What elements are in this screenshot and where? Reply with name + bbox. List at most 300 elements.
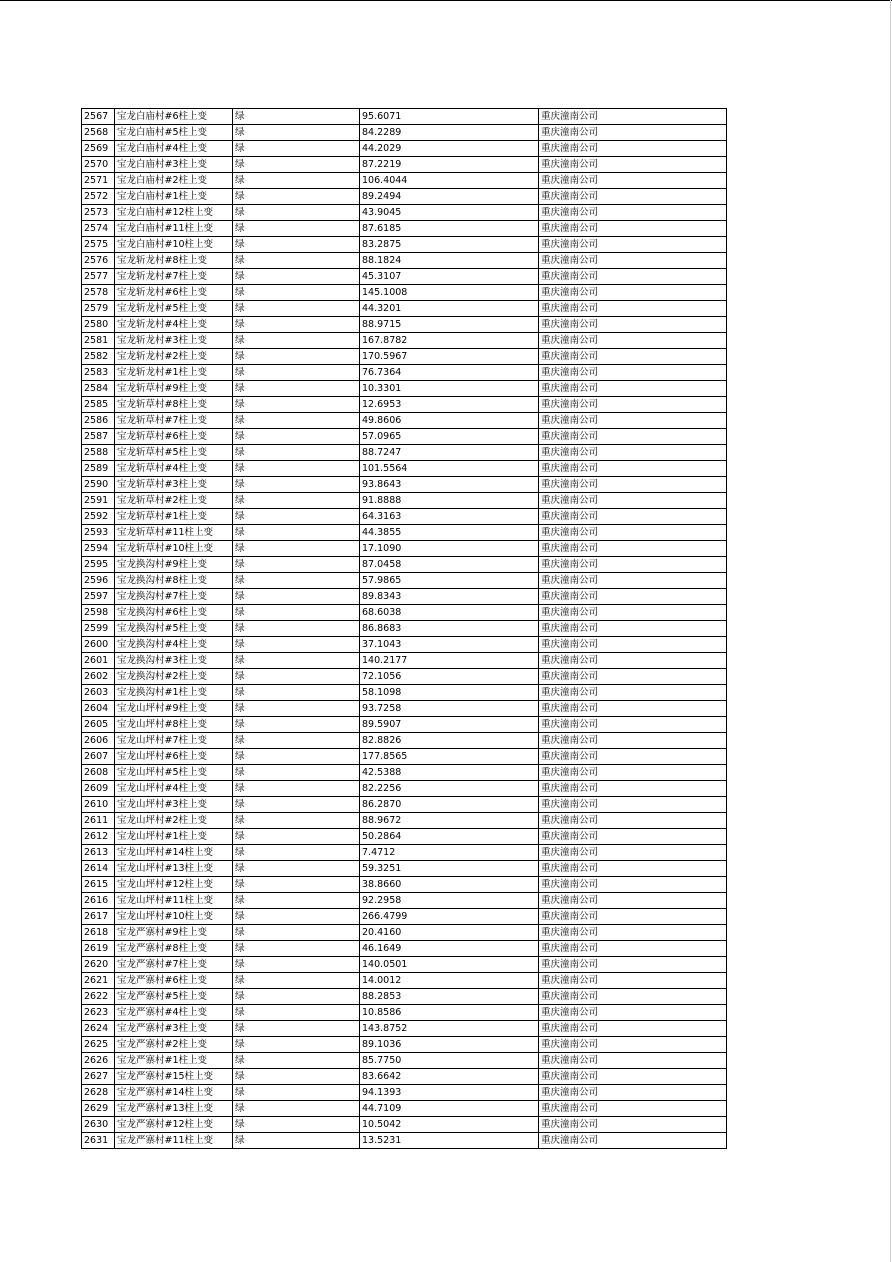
row-id-cell: 2619 xyxy=(82,941,115,957)
transformer-name-cell: 宝龙斩龙村#1柱上变 xyxy=(115,365,233,381)
value-cell: 10.8586 xyxy=(360,1005,539,1021)
value-cell: 85.7750 xyxy=(360,1053,539,1069)
company-cell: 重庆潼南公司 xyxy=(539,1101,727,1117)
value-cell: 106.4044 xyxy=(360,173,539,189)
table-row xyxy=(82,317,727,333)
value-cell: 14.0012 xyxy=(360,973,539,989)
status-color-cell: 绿 xyxy=(233,605,360,621)
value-cell: 87.6185 xyxy=(360,221,539,237)
value-cell: 88.7247 xyxy=(360,445,539,461)
transformer-name-cell: 宝龙换沟村#5柱上变 xyxy=(115,621,233,637)
table-row xyxy=(82,237,727,253)
row-id-cell: 2628 xyxy=(82,1085,115,1101)
transformer-name-cell: 宝龙斩龙村#8柱上变 xyxy=(115,253,233,269)
row-id-cell: 2574 xyxy=(82,221,115,237)
transformer-name-cell: 宝龙斩龙村#6柱上变 xyxy=(115,285,233,301)
row-id-cell: 2591 xyxy=(82,493,115,509)
transformer-name-cell: 宝龙山坪村#1柱上变 xyxy=(115,829,233,845)
value-cell: 59.3251 xyxy=(360,861,539,877)
company-cell: 重庆潼南公司 xyxy=(539,493,727,509)
value-cell: 88.9715 xyxy=(360,317,539,333)
row-id-cell: 2597 xyxy=(82,589,115,605)
company-cell: 重庆潼南公司 xyxy=(539,333,727,349)
status-color-cell: 绿 xyxy=(233,845,360,861)
company-cell: 重庆潼南公司 xyxy=(539,1085,727,1101)
company-cell: 重庆潼南公司 xyxy=(539,109,727,125)
table-row xyxy=(82,109,727,125)
table-row xyxy=(82,493,727,509)
company-cell: 重庆潼南公司 xyxy=(539,477,727,493)
value-cell: 92.2958 xyxy=(360,893,539,909)
transformer-name-cell: 宝龙斩龙村#5柱上变 xyxy=(115,301,233,317)
value-cell: 91.8888 xyxy=(360,493,539,509)
value-cell: 13.5231 xyxy=(360,1133,539,1149)
value-cell: 44.2029 xyxy=(360,141,539,157)
company-cell: 重庆潼南公司 xyxy=(539,973,727,989)
row-id-cell: 2570 xyxy=(82,157,115,173)
row-id-cell: 2612 xyxy=(82,829,115,845)
company-cell: 重庆潼南公司 xyxy=(539,989,727,1005)
row-id-cell: 2607 xyxy=(82,749,115,765)
value-cell: 140.0501 xyxy=(360,957,539,973)
status-color-cell: 绿 xyxy=(233,957,360,973)
transformer-name-cell: 宝龙斩草村#1柱上变 xyxy=(115,509,233,525)
transformer-name-cell: 宝龙换沟村#4柱上变 xyxy=(115,637,233,653)
table-row xyxy=(82,1069,727,1085)
status-color-cell: 绿 xyxy=(233,637,360,653)
table-row xyxy=(82,1005,727,1021)
row-id-cell: 2602 xyxy=(82,669,115,685)
value-cell: 140.2177 xyxy=(360,653,539,669)
value-cell: 266.4799 xyxy=(360,909,539,925)
table-row xyxy=(82,365,727,381)
value-cell: 89.8343 xyxy=(360,589,539,605)
value-cell: 83.6642 xyxy=(360,1069,539,1085)
company-cell: 重庆潼南公司 xyxy=(539,621,727,637)
transformer-name-cell: 宝龙白庙村#3柱上变 xyxy=(115,157,233,173)
transformer-name-cell: 宝龙山坪村#14柱上变 xyxy=(115,845,233,861)
company-cell: 重庆潼南公司 xyxy=(539,1117,727,1133)
table-row xyxy=(82,477,727,493)
value-cell: 143.8752 xyxy=(360,1021,539,1037)
company-cell: 重庆潼南公司 xyxy=(539,381,727,397)
transformer-name-cell: 宝龙严寨村#2柱上变 xyxy=(115,1037,233,1053)
company-cell: 重庆潼南公司 xyxy=(539,1005,727,1021)
table-row xyxy=(82,813,727,829)
table-row xyxy=(82,653,727,669)
value-cell: 76.7364 xyxy=(360,365,539,381)
status-color-cell: 绿 xyxy=(233,749,360,765)
row-id-cell: 2606 xyxy=(82,733,115,749)
value-cell: 82.2256 xyxy=(360,781,539,797)
status-color-cell: 绿 xyxy=(233,173,360,189)
status-color-cell: 绿 xyxy=(233,733,360,749)
row-id-cell: 2610 xyxy=(82,797,115,813)
company-cell: 重庆潼南公司 xyxy=(539,893,727,909)
status-color-cell: 绿 xyxy=(233,1085,360,1101)
status-color-cell: 绿 xyxy=(233,141,360,157)
status-color-cell: 绿 xyxy=(233,909,360,925)
table-row xyxy=(82,413,727,429)
row-id-cell: 2601 xyxy=(82,653,115,669)
company-cell: 重庆潼南公司 xyxy=(539,285,727,301)
status-color-cell: 绿 xyxy=(233,413,360,429)
company-cell: 重庆潼南公司 xyxy=(539,589,727,605)
transformer-name-cell: 宝龙山坪村#11柱上变 xyxy=(115,893,233,909)
table-row xyxy=(82,189,727,205)
status-color-cell: 绿 xyxy=(233,541,360,557)
table-row xyxy=(82,1101,727,1117)
row-id-cell: 2568 xyxy=(82,125,115,141)
table-row xyxy=(82,253,727,269)
status-color-cell: 绿 xyxy=(233,925,360,941)
value-cell: 82.8826 xyxy=(360,733,539,749)
table-row xyxy=(82,301,727,317)
transformer-name-cell: 宝龙严寨村#13柱上变 xyxy=(115,1101,233,1117)
status-color-cell: 绿 xyxy=(233,1133,360,1149)
transformer-name-cell: 宝龙山坪村#4柱上变 xyxy=(115,781,233,797)
row-id-cell: 2625 xyxy=(82,1037,115,1053)
value-cell: 38.8660 xyxy=(360,877,539,893)
status-color-cell: 绿 xyxy=(233,1037,360,1053)
table-row xyxy=(82,1053,727,1069)
transformer-name-cell: 宝龙山坪村#9柱上变 xyxy=(115,701,233,717)
value-cell: 86.2870 xyxy=(360,797,539,813)
transformer-name-cell: 宝龙斩龙村#7柱上变 xyxy=(115,269,233,285)
table-row xyxy=(82,557,727,573)
table-row xyxy=(82,893,727,909)
table-row xyxy=(82,621,727,637)
transformer-name-cell: 宝龙严寨村#11柱上变 xyxy=(115,1133,233,1149)
transformer-name-cell: 宝龙白庙村#1柱上变 xyxy=(115,189,233,205)
table-row xyxy=(82,429,727,445)
row-id-cell: 2620 xyxy=(82,957,115,973)
company-cell: 重庆潼南公司 xyxy=(539,541,727,557)
value-cell: 12.6953 xyxy=(360,397,539,413)
company-cell: 重庆潼南公司 xyxy=(539,765,727,781)
status-color-cell: 绿 xyxy=(233,461,360,477)
row-id-cell: 2608 xyxy=(82,765,115,781)
company-cell: 重庆潼南公司 xyxy=(539,829,727,845)
row-id-cell: 2626 xyxy=(82,1053,115,1069)
status-color-cell: 绿 xyxy=(233,365,360,381)
row-id-cell: 2618 xyxy=(82,925,115,941)
transformer-name-cell: 宝龙严寨村#7柱上变 xyxy=(115,957,233,973)
transformer-name-cell: 宝龙严寨村#8柱上变 xyxy=(115,941,233,957)
transformer-name-cell: 宝龙山坪村#8柱上变 xyxy=(115,717,233,733)
row-id-cell: 2592 xyxy=(82,509,115,525)
status-color-cell: 绿 xyxy=(233,1053,360,1069)
status-color-cell: 绿 xyxy=(233,125,360,141)
value-cell: 88.9672 xyxy=(360,813,539,829)
value-cell: 84.2289 xyxy=(360,125,539,141)
row-id-cell: 2630 xyxy=(82,1117,115,1133)
transformer-name-cell: 宝龙白庙村#10柱上变 xyxy=(115,237,233,253)
status-color-cell: 绿 xyxy=(233,221,360,237)
table-row xyxy=(82,845,727,861)
company-cell: 重庆潼南公司 xyxy=(539,413,727,429)
table-row xyxy=(82,397,727,413)
company-cell: 重庆潼南公司 xyxy=(539,253,727,269)
row-id-cell: 2576 xyxy=(82,253,115,269)
transformer-name-cell: 宝龙换沟村#7柱上变 xyxy=(115,589,233,605)
value-cell: 10.5042 xyxy=(360,1117,539,1133)
transformer-name-cell: 宝龙斩草村#3柱上变 xyxy=(115,477,233,493)
company-cell: 重庆潼南公司 xyxy=(539,813,727,829)
status-color-cell: 绿 xyxy=(233,701,360,717)
transformer-name-cell: 宝龙山坪村#10柱上变 xyxy=(115,909,233,925)
table-row xyxy=(82,861,727,877)
row-id-cell: 2623 xyxy=(82,1005,115,1021)
company-cell: 重庆潼南公司 xyxy=(539,877,727,893)
table-row xyxy=(82,205,727,221)
transformer-name-cell: 宝龙斩草村#6柱上变 xyxy=(115,429,233,445)
status-color-cell: 绿 xyxy=(233,717,360,733)
value-cell: 145.1008 xyxy=(360,285,539,301)
company-cell: 重庆潼南公司 xyxy=(539,125,727,141)
table-row xyxy=(82,157,727,173)
row-id-cell: 2621 xyxy=(82,973,115,989)
transformer-name-cell: 宝龙换沟村#9柱上变 xyxy=(115,557,233,573)
value-cell: 45.3107 xyxy=(360,269,539,285)
row-id-cell: 2575 xyxy=(82,237,115,253)
company-cell: 重庆潼南公司 xyxy=(539,157,727,173)
value-cell: 68.6038 xyxy=(360,605,539,621)
row-id-cell: 2585 xyxy=(82,397,115,413)
table-row xyxy=(82,269,727,285)
transformer-name-cell: 宝龙斩草村#7柱上变 xyxy=(115,413,233,429)
status-color-cell: 绿 xyxy=(233,781,360,797)
status-color-cell: 绿 xyxy=(233,445,360,461)
value-cell: 93.8643 xyxy=(360,477,539,493)
row-id-cell: 2603 xyxy=(82,685,115,701)
transformer-name-cell: 宝龙白庙村#6柱上变 xyxy=(115,109,233,125)
status-color-cell: 绿 xyxy=(233,477,360,493)
company-cell: 重庆潼南公司 xyxy=(539,1069,727,1085)
status-color-cell: 绿 xyxy=(233,813,360,829)
row-id-cell: 2584 xyxy=(82,381,115,397)
table-row xyxy=(82,781,727,797)
transformer-name-cell: 宝龙斩草村#10柱上变 xyxy=(115,541,233,557)
status-color-cell: 绿 xyxy=(233,333,360,349)
table-row xyxy=(82,749,727,765)
transformer-name-cell: 宝龙严寨村#1柱上变 xyxy=(115,1053,233,1069)
status-color-cell: 绿 xyxy=(233,189,360,205)
transformer-name-cell: 宝龙斩草村#5柱上变 xyxy=(115,445,233,461)
row-id-cell: 2572 xyxy=(82,189,115,205)
value-cell: 101.5564 xyxy=(360,461,539,477)
company-cell: 重庆潼南公司 xyxy=(539,429,727,445)
company-cell: 重庆潼南公司 xyxy=(539,1037,727,1053)
row-id-cell: 2577 xyxy=(82,269,115,285)
table-row xyxy=(82,221,727,237)
transformer-name-cell: 宝龙严寨村#4柱上变 xyxy=(115,1005,233,1021)
status-color-cell: 绿 xyxy=(233,237,360,253)
table-row xyxy=(82,173,727,189)
row-id-cell: 2586 xyxy=(82,413,115,429)
company-cell: 重庆潼南公司 xyxy=(539,445,727,461)
value-cell: 42.5388 xyxy=(360,765,539,781)
transformer-name-cell: 宝龙山坪村#7柱上变 xyxy=(115,733,233,749)
table-row xyxy=(82,125,727,141)
company-cell: 重庆潼南公司 xyxy=(539,685,727,701)
row-id-cell: 2588 xyxy=(82,445,115,461)
value-cell: 89.1036 xyxy=(360,1037,539,1053)
table-row xyxy=(82,669,727,685)
row-id-cell: 2567 xyxy=(82,109,115,125)
table-row xyxy=(82,637,727,653)
table-row xyxy=(82,1085,727,1101)
value-cell: 20.4160 xyxy=(360,925,539,941)
company-cell: 重庆潼南公司 xyxy=(539,397,727,413)
table-row xyxy=(82,285,727,301)
row-id-cell: 2595 xyxy=(82,557,115,573)
value-cell: 44.3201 xyxy=(360,301,539,317)
row-id-cell: 2613 xyxy=(82,845,115,861)
transformer-name-cell: 宝龙白庙村#12柱上变 xyxy=(115,205,233,221)
transformer-name-cell: 宝龙山坪村#3柱上变 xyxy=(115,797,233,813)
transformer-name-cell: 宝龙斩龙村#3柱上变 xyxy=(115,333,233,349)
row-id-cell: 2596 xyxy=(82,573,115,589)
value-cell: 50.2864 xyxy=(360,829,539,845)
status-color-cell: 绿 xyxy=(233,653,360,669)
transformer-name-cell: 宝龙严寨村#9柱上变 xyxy=(115,925,233,941)
status-color-cell: 绿 xyxy=(233,429,360,445)
company-cell: 重庆潼南公司 xyxy=(539,269,727,285)
transformer-name-cell: 宝龙山坪村#2柱上变 xyxy=(115,813,233,829)
company-cell: 重庆潼南公司 xyxy=(539,717,727,733)
row-id-cell: 2599 xyxy=(82,621,115,637)
row-id-cell: 2594 xyxy=(82,541,115,557)
transformer-name-cell: 宝龙严寨村#3柱上变 xyxy=(115,1021,233,1037)
row-id-cell: 2593 xyxy=(82,525,115,541)
status-color-cell: 绿 xyxy=(233,1069,360,1085)
company-cell: 重庆潼南公司 xyxy=(539,797,727,813)
transformer-name-cell: 宝龙严寨村#12柱上变 xyxy=(115,1117,233,1133)
row-id-cell: 2582 xyxy=(82,349,115,365)
status-color-cell: 绿 xyxy=(233,109,360,125)
company-cell: 重庆潼南公司 xyxy=(539,557,727,573)
status-color-cell: 绿 xyxy=(233,205,360,221)
status-color-cell: 绿 xyxy=(233,1005,360,1021)
value-cell: 177.8565 xyxy=(360,749,539,765)
transformer-name-cell: 宝龙山坪村#12柱上变 xyxy=(115,877,233,893)
row-id-cell: 2579 xyxy=(82,301,115,317)
company-cell: 重庆潼南公司 xyxy=(539,605,727,621)
table-body xyxy=(82,109,727,1149)
company-cell: 重庆潼南公司 xyxy=(539,173,727,189)
company-cell: 重庆潼南公司 xyxy=(539,525,727,541)
company-cell: 重庆潼南公司 xyxy=(539,925,727,941)
value-cell: 87.0458 xyxy=(360,557,539,573)
transformer-name-cell: 宝龙斩龙村#4柱上变 xyxy=(115,317,233,333)
status-color-cell: 绿 xyxy=(233,253,360,269)
company-cell: 重庆潼南公司 xyxy=(539,845,727,861)
value-cell: 86.8683 xyxy=(360,621,539,637)
transformer-name-cell: 宝龙换沟村#3柱上变 xyxy=(115,653,233,669)
table-row xyxy=(82,525,727,541)
transformer-name-cell: 宝龙山坪村#6柱上变 xyxy=(115,749,233,765)
company-cell: 重庆潼南公司 xyxy=(539,957,727,973)
transformer-name-cell: 宝龙换沟村#2柱上变 xyxy=(115,669,233,685)
status-color-cell: 绿 xyxy=(233,493,360,509)
transformer-name-cell: 宝龙换沟村#6柱上变 xyxy=(115,605,233,621)
transformer-name-cell: 宝龙斩草村#8柱上变 xyxy=(115,397,233,413)
status-color-cell: 绿 xyxy=(233,861,360,877)
transformer-name-cell: 宝龙严寨村#6柱上变 xyxy=(115,973,233,989)
row-id-cell: 2583 xyxy=(82,365,115,381)
company-cell: 重庆潼南公司 xyxy=(539,781,727,797)
status-color-cell: 绿 xyxy=(233,685,360,701)
company-cell: 重庆潼南公司 xyxy=(539,653,727,669)
value-cell: 44.3855 xyxy=(360,525,539,541)
company-cell: 重庆潼南公司 xyxy=(539,1133,727,1149)
row-id-cell: 2590 xyxy=(82,477,115,493)
row-id-cell: 2578 xyxy=(82,285,115,301)
value-cell: 44.7109 xyxy=(360,1101,539,1117)
status-color-cell: 绿 xyxy=(233,573,360,589)
table-row xyxy=(82,509,727,525)
company-cell: 重庆潼南公司 xyxy=(539,733,727,749)
status-color-cell: 绿 xyxy=(233,941,360,957)
table-row xyxy=(82,765,727,781)
transformer-name-cell: 宝龙白庙村#5柱上变 xyxy=(115,125,233,141)
row-id-cell: 2616 xyxy=(82,893,115,909)
row-id-cell: 2614 xyxy=(82,861,115,877)
table-row xyxy=(82,701,727,717)
status-color-cell: 绿 xyxy=(233,381,360,397)
table-row xyxy=(82,461,727,477)
table-row xyxy=(82,141,727,157)
transformer-name-cell: 宝龙斩龙村#2柱上变 xyxy=(115,349,233,365)
table-row xyxy=(82,733,727,749)
status-color-cell: 绿 xyxy=(233,1021,360,1037)
row-id-cell: 2587 xyxy=(82,429,115,445)
value-cell: 57.0965 xyxy=(360,429,539,445)
data-table xyxy=(81,108,727,1149)
company-cell: 重庆潼南公司 xyxy=(539,221,727,237)
company-cell: 重庆潼南公司 xyxy=(539,301,727,317)
value-cell: 89.5907 xyxy=(360,717,539,733)
row-id-cell: 2600 xyxy=(82,637,115,653)
status-color-cell: 绿 xyxy=(233,621,360,637)
transformer-name-cell: 宝龙换沟村#8柱上变 xyxy=(115,573,233,589)
value-cell: 72.1056 xyxy=(360,669,539,685)
status-color-cell: 绿 xyxy=(233,877,360,893)
transformer-name-cell: 宝龙严寨村#14柱上变 xyxy=(115,1085,233,1101)
row-id-cell: 2615 xyxy=(82,877,115,893)
transformer-name-cell: 宝龙严寨村#5柱上变 xyxy=(115,989,233,1005)
row-id-cell: 2569 xyxy=(82,141,115,157)
status-color-cell: 绿 xyxy=(233,509,360,525)
table-row xyxy=(82,941,727,957)
company-cell: 重庆潼南公司 xyxy=(539,189,727,205)
status-color-cell: 绿 xyxy=(233,557,360,573)
status-color-cell: 绿 xyxy=(233,269,360,285)
table-row xyxy=(82,349,727,365)
transformer-name-cell: 宝龙严寨村#15柱上变 xyxy=(115,1069,233,1085)
table-row xyxy=(82,589,727,605)
table-row xyxy=(82,333,727,349)
transformer-name-cell: 宝龙白庙村#4柱上变 xyxy=(115,141,233,157)
status-color-cell: 绿 xyxy=(233,589,360,605)
row-id-cell: 2631 xyxy=(82,1133,115,1149)
value-cell: 46.1649 xyxy=(360,941,539,957)
status-color-cell: 绿 xyxy=(233,973,360,989)
transformer-name-cell: 宝龙白庙村#2柱上变 xyxy=(115,173,233,189)
row-id-cell: 2609 xyxy=(82,781,115,797)
company-cell: 重庆潼南公司 xyxy=(539,1053,727,1069)
